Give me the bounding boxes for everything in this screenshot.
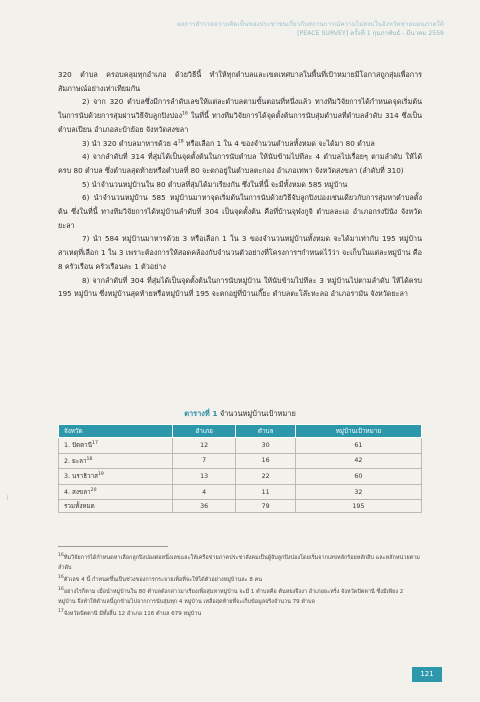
- header-province: จังหวัด: [59, 425, 173, 438]
- footnote: $^{16}$อย่างไรก็ตาม เมื่อนำหมู่บ้านใน 80 ตำบลดังกล่าวมาเรียงเพื่อสุ่มหาหมู่บ้าน จะมี 1 ตำบลคือ ตันหยงจึงงา อำเภอยะหริ่ง จังหวัดปัตตานี ซึ่งมีเพียง 2 หมู่บ้าน จึงทำให้ตำบลนี้ถูกข้ามไปจากการนับสุ่มทุก 4 หมู่บ้าน เหลือสุดท้ายที่จะเก็บข้อมูลจริงจำนวน 79 ตำบล: [58, 586, 404, 605]
- cell-total-label: รวมทั้งหมด: [59, 500, 173, 513]
- cell-province: 2. ยะลา$^{18}$: [59, 453, 173, 469]
- cell-village: 32: [295, 484, 421, 500]
- cell-village: 42: [295, 453, 421, 469]
- cell-village: 60: [295, 469, 421, 485]
- header-tambon: ตำบล: [236, 425, 295, 438]
- table-row: [59, 438, 422, 454]
- table-total-row: [59, 500, 422, 513]
- cell-total-amphoe: 36: [172, 500, 236, 513]
- table-caption: [0, 408, 480, 420]
- paragraph: 4) จากลำดับที่ 314 ที่สุ่มได้เป็นจุดตั้งต้นในการนับตำบล ให้นับข้ามไปทีละ 4 ตำบลไปเรื่อยๆ ตามลำดับ ให้ได้ครบ 80 ตำบล ซึ่งตำบลสุดท้ายหรือตำบลที่ 80 จะตกอยู่ในตำบลตะกอง อำเภอเทพา จังหวัดสงขลา (ลำดับที่ 310): [58, 152, 422, 175]
- footnote: $^{17}$จังหวัดปัตตานี มีทั้งสิ้น 12 อำเภอ 116 ตำบล 679 หมู่บ้าน: [58, 608, 202, 617]
- table-caption-text: จำนวนหมู่บ้านเป้าหมาย: [217, 409, 296, 418]
- footnotes: [58, 553, 422, 620]
- cell-tambon: 30: [236, 438, 295, 454]
- cell-tambon: 11: [236, 484, 295, 500]
- body-text: [58, 68, 422, 301]
- cell-amphoe: 12: [172, 438, 236, 454]
- header-subtitle: [PEACE SURVEY] ครั้งที่ 1 กุมภาพันธ์ - มีนาคม 2559: [297, 30, 444, 37]
- table-row: [59, 469, 422, 485]
- page-number: 121: [412, 667, 442, 682]
- running-header: [0, 20, 444, 38]
- table-row: [59, 484, 422, 500]
- table-caption-label: ตารางที่ 1: [184, 409, 218, 418]
- cell-province: 1. ปัตตานี$^{17}$: [59, 438, 173, 454]
- cell-amphoe: 7: [172, 453, 236, 469]
- header-village: หมู่บ้านเป้าหมาย: [295, 425, 421, 438]
- cell-total-village: 195: [295, 500, 421, 513]
- village-table: [58, 424, 422, 513]
- page-edge-mark: ~: [3, 494, 12, 501]
- paragraph: 6) นำจำนวนหมู่บ้าน 585 หมู่บ้านมาหาจุดเริ่มต้นในการนับด้วยวิธีจับลูกปิงปองเช่นเดียวกับการสุ่มหาตำบลตั้งต้น ซึ่งในที่นี้ ทางทีมวิจัยการได้หมู่บ้านลำดับที่ 304 เป็นจุดตั้งต้น คือที่บ้านจุฬงกูจิ ตำบลละเอ อำเภอกรงปินัง จังหวัดยะลา: [58, 193, 422, 230]
- paragraph: 320 ตำบล ครอบคลุมทุกอำเภอ ด้วยวิธีนี้ ทำให้ทุกตำบลและเขตเทศบาลในพื้นที่เป้าหมายมีโอกาสถูกสุ่มเพื่อการสัมภาษณ์อย่างเท่าเทียมกัน: [58, 70, 422, 93]
- footnote-divider: [58, 546, 168, 547]
- cell-amphoe: 4: [172, 484, 236, 500]
- paragraph: 2) จาก 320 ตำบลซึ่งมีการลำดับเลขให้แต่ละตำบลตามขั้นตอนที่หนึ่งแล้ว ทางทีมวิจัยการได้กำหนดจุดเริ่มต้นในการนับด้วยการสุ่มผ่านวิธีจับลูกปิงปอง$^{16}$ ในที่นี้ ทางทีมวิจัยการได้จุดตั้งต้นการนับสุ่มตำบลที่ตำบลลำดับ 314 ซึ่งเป็นตำบลเปียน อำเภอสะบ้าย้อย จังหวัดสงขลา: [58, 97, 422, 134]
- footnote: $^{16}$ตัวเลข 4 นี้ กำหนดขึ้นเป็นช่วงของการกระจายเพื่อที่จะให้ได้ตัวอย่างหมู่บ้านละ 8 คน: [58, 575, 263, 583]
- cell-tambon: 22: [236, 469, 295, 485]
- table-header-row: [59, 425, 422, 438]
- cell-province: 3. นราธิวาส$^{19}$: [59, 469, 173, 485]
- cell-province: 4. สงขลา$^{20}$: [59, 484, 173, 500]
- table-row: [59, 453, 422, 469]
- cell-tambon: 16: [236, 453, 295, 469]
- paragraph: 7) นำ 584 หมู่บ้านมาหารด้วย 3 หรือเลือก 1 ใน 3 ของจำนวนหมู่บ้านทั้งหมด จะได้มาเท่ากับ 195 หมู่บ้าน สาเหตุที่เลือก 1 ใน 3 เพราะต้องการให้สอดคล้องกับจำนวนตัวอย่างที่โครงการฯกำหนดไว้ว่า จะเก็บในแต่ละหมู่บ้าน คือ 8 ครัวเรือน ครัวเรือนละ 1 ตัวอย่าง: [58, 234, 422, 271]
- footnote: $^{16}$ทีมวิจัยการได้กำหนดหาเลือกลูกปิงปองต่อหนึ่งเลขและให้เครือข่ายภาคประชาสังคมเป็นผู้จับลูกปิงปองโดยเริ่มจากเลขหลักร้อยหลักสิบ และหลักหน่วยตามลำดับ: [58, 553, 420, 572]
- cell-village: 61: [295, 438, 421, 454]
- header-amphoe: อำเภอ: [172, 425, 236, 438]
- paragraph: 5) นำจำนวนหมู่บ้านใน 80 ตำบลที่สุ่มได้มาเรียงกัน ซึ่งในที่นี้ จะมีทั้งหมด 585 หมู่บ้าน: [82, 179, 348, 189]
- header-title: ผลการสำรวจความคิดเห็นของประชาชนเกี่ยวกับสถานการณ์ความไม่สงบในจังหวัดชายแดนภาคใต้: [177, 21, 444, 28]
- paragraph: 3) นำ 320 ตำบลมาหารด้วย $4^{18}$ หรือเลือก 1 ใน 4 ของจำนวนตำบลทั้งหมด จะได้มา 80 ตำบล: [82, 138, 375, 148]
- cell-total-tambon: 79: [236, 500, 295, 513]
- paragraph: 8) จากลำดับที่ 304 ที่สุ่มได้เป็นจุดตั้งต้นในการนับหมู่บ้าน ให้นับข้ามไปทีละ 3 หมู่บ้านไปตามลำดับ ให้ได้ครบ 195 หมู่บ้าน ซึ่งหมู่บ้านสุดท้ายหรือหมู่บ้านที่ 195 จะตกอยู่ที่บ้านเกี๊ยะ ตำบลตะโล๊ะหะลอ อำเภอรามัน จังหวัดยะลา: [58, 275, 422, 299]
- cell-amphoe: 13: [172, 469, 236, 485]
